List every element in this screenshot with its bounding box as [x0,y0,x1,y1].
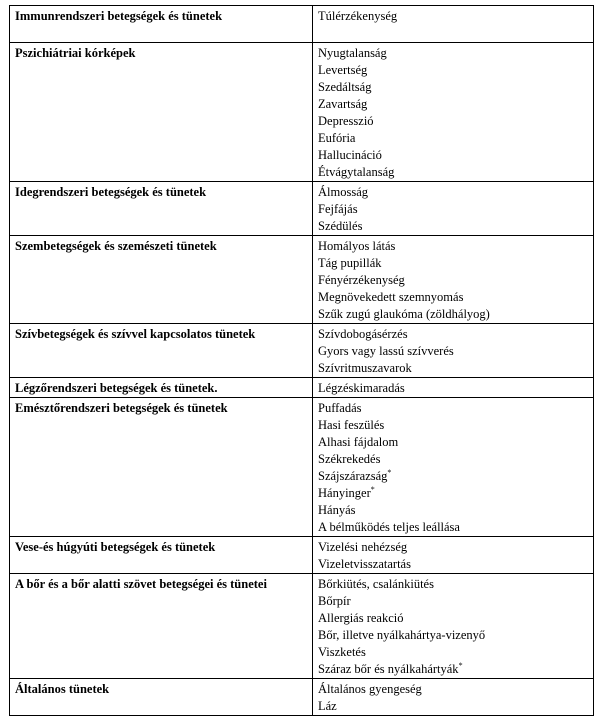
symptom-item: Vizelési nehézség [318,540,408,554]
symptom-item: Szűk zugú glaukóma (zöldhályog) [318,307,490,321]
symptom-item: Depresszió [318,114,374,128]
category-cell: Vese-és húgyúti betegségek és tünetek [10,537,313,574]
symptom-text: Száraz bőr és nyálkahártyák [318,662,459,676]
symptom-item-with-footnote [318,661,588,678]
table-row [10,43,594,182]
footnote-marker: * [370,484,375,494]
symptom-item: Puffadás [318,401,362,415]
table-row [10,378,594,398]
symptom-item: Eufória [318,131,356,145]
symptom-item: Szedáltság [318,80,372,94]
category-cell: Emésztőrendszeri betegségek és tünetek [10,398,313,537]
symptom-item: Szédülés [318,219,363,233]
symptom-text: Hányinger [318,486,371,500]
table-row [10,537,594,574]
symptom-item: Túlérzékenység [318,9,398,23]
footnote-marker: * [458,660,463,670]
symptom-item: Levertség [318,63,368,77]
symptom-item: Álmosság [318,185,368,199]
table-row [10,679,594,716]
symptoms-cell [313,574,594,679]
symptoms-cell [313,398,594,537]
symptom-item: Hasi feszülés [318,418,385,432]
symptom-item: Zavartság [318,97,368,111]
category-cell: A bőr és a bőr alatti szövet betegségei és tünetei [10,574,313,679]
symptom-item: Légzéskimaradás [318,381,405,395]
symptoms-cell [313,378,594,398]
symptom-item: Bőr, illetve nyálkahártya-vizenyő [318,628,486,642]
table-row [10,6,594,43]
symptom-item-with-footnote [318,468,588,485]
symptom-item: Hányás [318,503,356,517]
symptom-item: Alhasi fájdalom [318,435,399,449]
symptoms-cell [313,6,594,43]
symptoms-cell [313,236,594,324]
symptom-item: Fejfájás [318,202,358,216]
symptoms-cell [313,324,594,378]
symptoms-cell [313,679,594,716]
symptom-item: Szívdobogásérzés [318,327,408,341]
table-row [10,574,594,679]
symptom-item: Bőrpír [318,594,351,608]
symptoms-cell [313,182,594,236]
symptom-item-with-footnote [318,485,588,502]
symptom-item: Fényérzékenység [318,273,405,287]
category-cell: Általános tünetek [10,679,313,716]
category-cell: Idegrendszeri betegségek és tünetek [10,182,313,236]
table-row [10,182,594,236]
symptom-text: Szájszárazság [318,469,388,483]
side-effects-table [9,5,594,716]
symptom-item: Bőrkiütés, csalánkiütés [318,577,434,591]
symptom-item: Viszketés [318,645,366,659]
table-row [10,324,594,378]
symptom-item: Hallucináció [318,148,382,162]
category-cell: Immunrendszeri betegségek és tünetek [10,6,313,43]
symptom-item: Székrekedés [318,452,381,466]
symptom-item: Általános gyengeség [318,682,422,696]
symptoms-cell [313,43,594,182]
category-cell: Szembetegségek és szemészeti tünetek [10,236,313,324]
table-row [10,236,594,324]
symptom-item: Étvágytalanság [318,165,395,179]
category-cell: Szívbetegségek és szívvel kapcsolatos tünetek [10,324,313,378]
symptom-item: Homályos látás [318,239,396,253]
symptom-item: Allergiás reakció [318,611,404,625]
symptom-item: Szívritmuszavarok [318,361,412,375]
footnote-marker: * [387,467,392,477]
symptom-item: Vizeletvisszatartás [318,557,411,571]
table-row [10,398,594,537]
symptom-item: Nyugtalanság [318,46,387,60]
category-cell: Légzőrendszeri betegségek és tünetek. [10,378,313,398]
symptom-item: Megnövekedett szemnyomás [318,290,464,304]
symptoms-cell [313,537,594,574]
symptom-item: Tág pupillák [318,256,382,270]
symptom-item: Láz [318,699,337,713]
symptom-item: A bélműködés teljes leállása [318,520,460,534]
category-cell: Pszichiátriai kórképek [10,43,313,182]
empty-line [318,25,588,42]
symptom-item: Gyors vagy lassú szívverés [318,344,454,358]
